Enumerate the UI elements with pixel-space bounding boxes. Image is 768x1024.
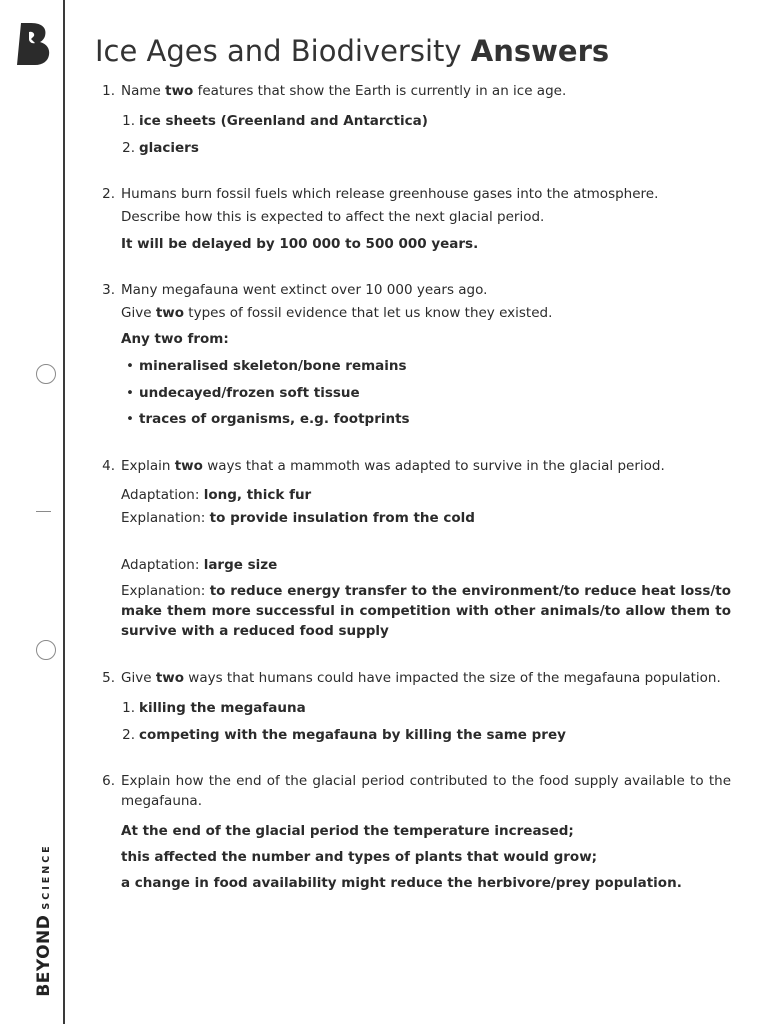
question-6	[99, 771, 731, 893]
question-1	[99, 81, 731, 158]
answer-bullet: • undecayed/frozen soft tissue	[121, 383, 731, 403]
answer-text: to reduce energy transfer to the environment/to reduce heat loss/to make them more successful in competition with other animals/to allow them to survive with a reduced food supply	[121, 583, 732, 639]
answer-line: At the end of the glacial period the temperature increased;	[121, 823, 574, 839]
adaptation-2: Adaptation: large size	[121, 557, 278, 573]
emphasis-two: two	[155, 305, 185, 321]
punch-hole-bottom	[36, 640, 56, 660]
brand-word: BEYOND	[34, 914, 54, 997]
answer-line: this affected the number and types of plants that would grow;	[121, 849, 598, 865]
answer-item: 1. killing the megafauna	[122, 700, 306, 716]
answer-text: long, thick fur	[203, 487, 312, 503]
worksheet-content	[99, 81, 731, 893]
punch-hole-top	[36, 364, 56, 384]
explanation-2: Explanation: to reduce energy transfer to the environment/to reduce heat loss/to make them more successful in competition with other animals/to allow them to survive with a reduced food supply	[121, 583, 732, 639]
question-number: 5.	[102, 670, 115, 686]
question-text: Humans burn fossil fuels which release greenhouse gases into the atmosphere.	[121, 186, 659, 202]
answer-text: It will be delayed by 100 000 to 500 000 years.	[121, 236, 479, 252]
answer-item: 2. competing with the megafauna by killing the same prey	[122, 727, 566, 743]
question-text: Explain how the end of the glacial period contributed to the food supply available to the megafauna.	[121, 773, 731, 809]
brand-sub: SCIENCE	[41, 843, 52, 910]
question-number: 1.	[102, 83, 115, 99]
answer-bullet: • mineralised skeleton/bone remains	[121, 356, 731, 376]
emphasis-two: two	[155, 670, 185, 686]
fold-mark	[36, 511, 51, 512]
answer-bullet: • traces of organisms, e.g. footprints	[121, 409, 731, 429]
title-main: Ice Ages and Biodiversity	[95, 34, 462, 68]
question-text: Many megafauna went extinct over 10 000 years ago.	[121, 282, 488, 298]
brand-wordmark	[34, 843, 54, 996]
margin-line	[63, 0, 65, 1024]
beyond-logo-icon	[15, 23, 51, 65]
question-text: Give two types of fossil evidence that let us know they existed.	[121, 305, 553, 321]
question-text: Name two features that show the Earth is currently in an ice age.	[121, 83, 567, 99]
question-number: 3.	[102, 282, 115, 298]
question-4	[99, 456, 731, 641]
answer-line: a change in food availability might reduce the herbivore/prey population.	[121, 875, 682, 891]
answer-item: 1. ice sheets (Greenland and Antarctica)	[122, 113, 428, 129]
title-emphasis: Answers	[470, 34, 610, 68]
answer-item: 2. glaciers	[122, 140, 199, 156]
answer-text: large size	[203, 557, 278, 573]
explanation-1: Explanation: to provide insulation from the cold	[121, 510, 475, 526]
question-5	[99, 668, 731, 745]
question-text: Describe how this is expected to affect the next glacial period.	[121, 209, 545, 225]
question-number: 4.	[102, 458, 115, 474]
question-number: 2.	[102, 186, 115, 202]
question-text: Give two ways that humans could have impacted the size of the megafauna population.	[121, 670, 721, 686]
emphasis-two: two	[165, 83, 194, 99]
question-number: 6.	[102, 773, 115, 789]
question-3	[99, 280, 731, 429]
emphasis-two: two	[174, 458, 203, 474]
adaptation-1: Adaptation: long, thick fur	[121, 487, 312, 503]
answer-intro: Any two from:	[121, 331, 229, 347]
page-title	[95, 34, 609, 68]
question-text: Explain two ways that a mammoth was adapted to survive in the glacial period.	[121, 458, 665, 474]
answer-text: to provide insulation from the cold	[209, 510, 475, 526]
question-2	[99, 184, 731, 254]
